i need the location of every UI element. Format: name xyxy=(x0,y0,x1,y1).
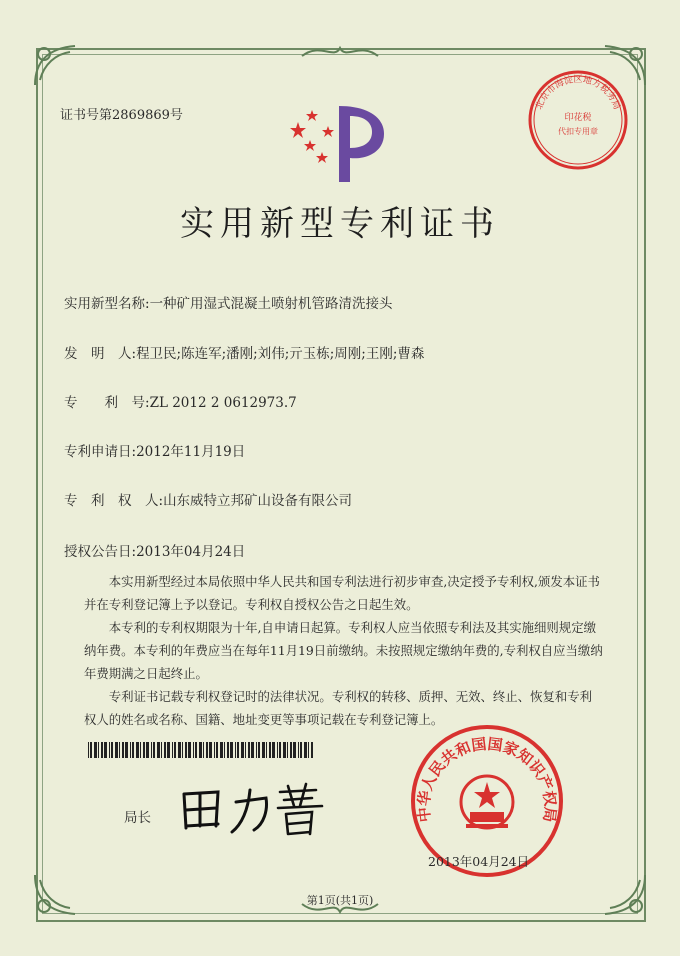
barcode-bar xyxy=(290,742,292,758)
barcode-bar xyxy=(258,742,260,758)
barcode-bar xyxy=(182,742,183,758)
signature-image xyxy=(176,780,326,840)
barcode-bar xyxy=(224,742,225,758)
body-paragraph: 本实用新型经过本局依照中华人民共和国专利法进行初步审查,决定授予专利权,颁发本证书并在专利登记簿上予以登记。专利权自授权公告之日起生效。 xyxy=(84,574,600,612)
barcode-bar xyxy=(88,742,89,758)
barcode-bar xyxy=(151,742,152,758)
certificate-title: 实用新型专利证书 xyxy=(180,204,500,244)
tax-stamp xyxy=(526,68,630,172)
barcode-bar xyxy=(277,742,278,758)
tax-stamp-sub: 代扣专用章 xyxy=(558,127,598,136)
barcode-bar xyxy=(308,742,309,758)
barcode-bar xyxy=(311,742,313,758)
barcode-bar xyxy=(269,742,271,758)
field-grant-date xyxy=(64,540,245,560)
barcode-bar xyxy=(287,742,288,758)
barcode-bar xyxy=(266,742,267,758)
barcode-bar xyxy=(235,742,236,758)
bureau-chief-label: 局长 xyxy=(124,810,151,826)
barcode-bar xyxy=(164,742,166,758)
patent-office-logo-icon xyxy=(284,100,394,186)
barcode-bar xyxy=(248,742,250,758)
barcode-bar xyxy=(199,742,202,758)
barcode-bar xyxy=(185,742,187,758)
barcode-bar xyxy=(161,742,162,758)
flourish-icon xyxy=(300,40,380,62)
barcode-bar xyxy=(203,742,204,758)
barcode-bar xyxy=(188,742,191,758)
barcode-bar xyxy=(193,742,194,758)
barcode-bar xyxy=(111,742,113,758)
barcode-bar xyxy=(245,742,246,758)
barcode-bar xyxy=(300,742,302,758)
body-paragraph: 专利证书记载专利权登记时的法律状况。专利权的转移、质押、无效、终止、恢复和专利权人的姓名或名称、国籍、地址变更等事项记载在专利登记簿上。 xyxy=(84,689,593,727)
field-value: 一种矿用湿式混凝土喷射机管路清洗接头 xyxy=(149,296,393,312)
svg-text:北京市海淀区地方税务局 xyxy=(533,73,623,111)
corner-ornament-icon xyxy=(30,40,90,90)
barcode-bar xyxy=(304,742,307,758)
field-label: 专 利 号: xyxy=(64,395,150,411)
field-patentee xyxy=(64,489,352,509)
field-label: 发 明 人: xyxy=(64,346,137,362)
certificate-body xyxy=(84,570,604,731)
barcode-bar xyxy=(174,742,176,758)
barcode-bar xyxy=(209,742,212,758)
field-label: 实用新型名称: xyxy=(64,296,150,312)
barcode-bar xyxy=(298,742,299,758)
barcode-bar xyxy=(237,742,239,758)
barcode-bar xyxy=(206,742,208,758)
barcode-bar xyxy=(293,742,296,758)
barcode-bar xyxy=(109,742,110,758)
barcode-bar xyxy=(195,742,197,758)
barcode-bar xyxy=(172,742,173,758)
field-value: 2013年04月24日 xyxy=(136,544,246,560)
field-value: 程卫民;陈连军;潘刚;刘伟;亓玉栋;周刚;王刚;曹森 xyxy=(136,346,425,362)
barcode-bar xyxy=(94,742,97,758)
tax-stamp-center: 印花税 xyxy=(564,113,592,123)
barcode-bar xyxy=(130,742,131,758)
barcode-bar xyxy=(256,742,257,758)
barcode-bar xyxy=(241,742,244,758)
page-number: 第1页(共1页) xyxy=(306,894,374,907)
barcode-bar xyxy=(153,742,155,758)
barcode-bar xyxy=(216,742,218,758)
barcode-bar xyxy=(140,742,141,758)
barcode-bar xyxy=(115,742,118,758)
field-patent-number xyxy=(64,391,297,411)
barcode-bar xyxy=(214,742,215,758)
issue-date: 2013年04月24日 xyxy=(428,854,530,869)
barcode-bar xyxy=(262,742,265,758)
barcode-bar xyxy=(125,742,128,758)
field-label: 专 利 权 人: xyxy=(64,493,164,509)
barcode-bar xyxy=(230,742,233,758)
barcode-bar xyxy=(119,742,120,758)
field-application-date xyxy=(64,440,245,460)
barcode-bar xyxy=(220,742,223,758)
field-value: ZL 2012 2 0612973.7 xyxy=(149,395,297,411)
field-inventors xyxy=(64,342,424,362)
barcode-bar xyxy=(90,742,92,758)
barcode-bar xyxy=(98,742,99,758)
barcode-bar xyxy=(146,742,149,758)
barcode-bar xyxy=(143,742,145,758)
seal-text: 中华人民共和国国家知识产权局 xyxy=(414,734,560,824)
field-value: 2012年11月19日 xyxy=(136,444,246,460)
barcode-bar xyxy=(122,742,124,758)
body-paragraph: 本专利的专利权期限为十年,自申请日起算。专利权人应当依照专利法及其实施细则规定缴纳年费。本专利的年费应当在每年11月19日前缴纳。未按照规定缴纳年费的,专利权自应当缴纳年费期满之日起终止。 xyxy=(84,620,603,681)
barcode-bar xyxy=(283,742,286,758)
barcode-bar xyxy=(104,742,107,758)
field-label: 专利申请日: xyxy=(64,444,137,460)
barcode-bar xyxy=(101,742,103,758)
field-label: 授权公告日: xyxy=(64,544,137,560)
barcode-icon xyxy=(88,742,314,758)
tax-stamp-text: 北京市海淀区地方税务局 xyxy=(534,75,622,112)
barcode-bar xyxy=(279,742,281,758)
barcode-bar xyxy=(178,742,181,758)
barcode-bar xyxy=(167,742,170,758)
barcode-bar xyxy=(272,742,275,758)
barcode-bar xyxy=(132,742,134,758)
barcode-bar xyxy=(227,742,229,758)
barcode-bar xyxy=(136,742,139,758)
certificate-number: 证书号第2869869号 xyxy=(60,108,183,123)
barcode-bar xyxy=(251,742,254,758)
field-value: 山东威特立邦矿山设备有限公司 xyxy=(163,493,353,509)
field-utility-name xyxy=(64,292,393,312)
barcode-bar xyxy=(157,742,160,758)
